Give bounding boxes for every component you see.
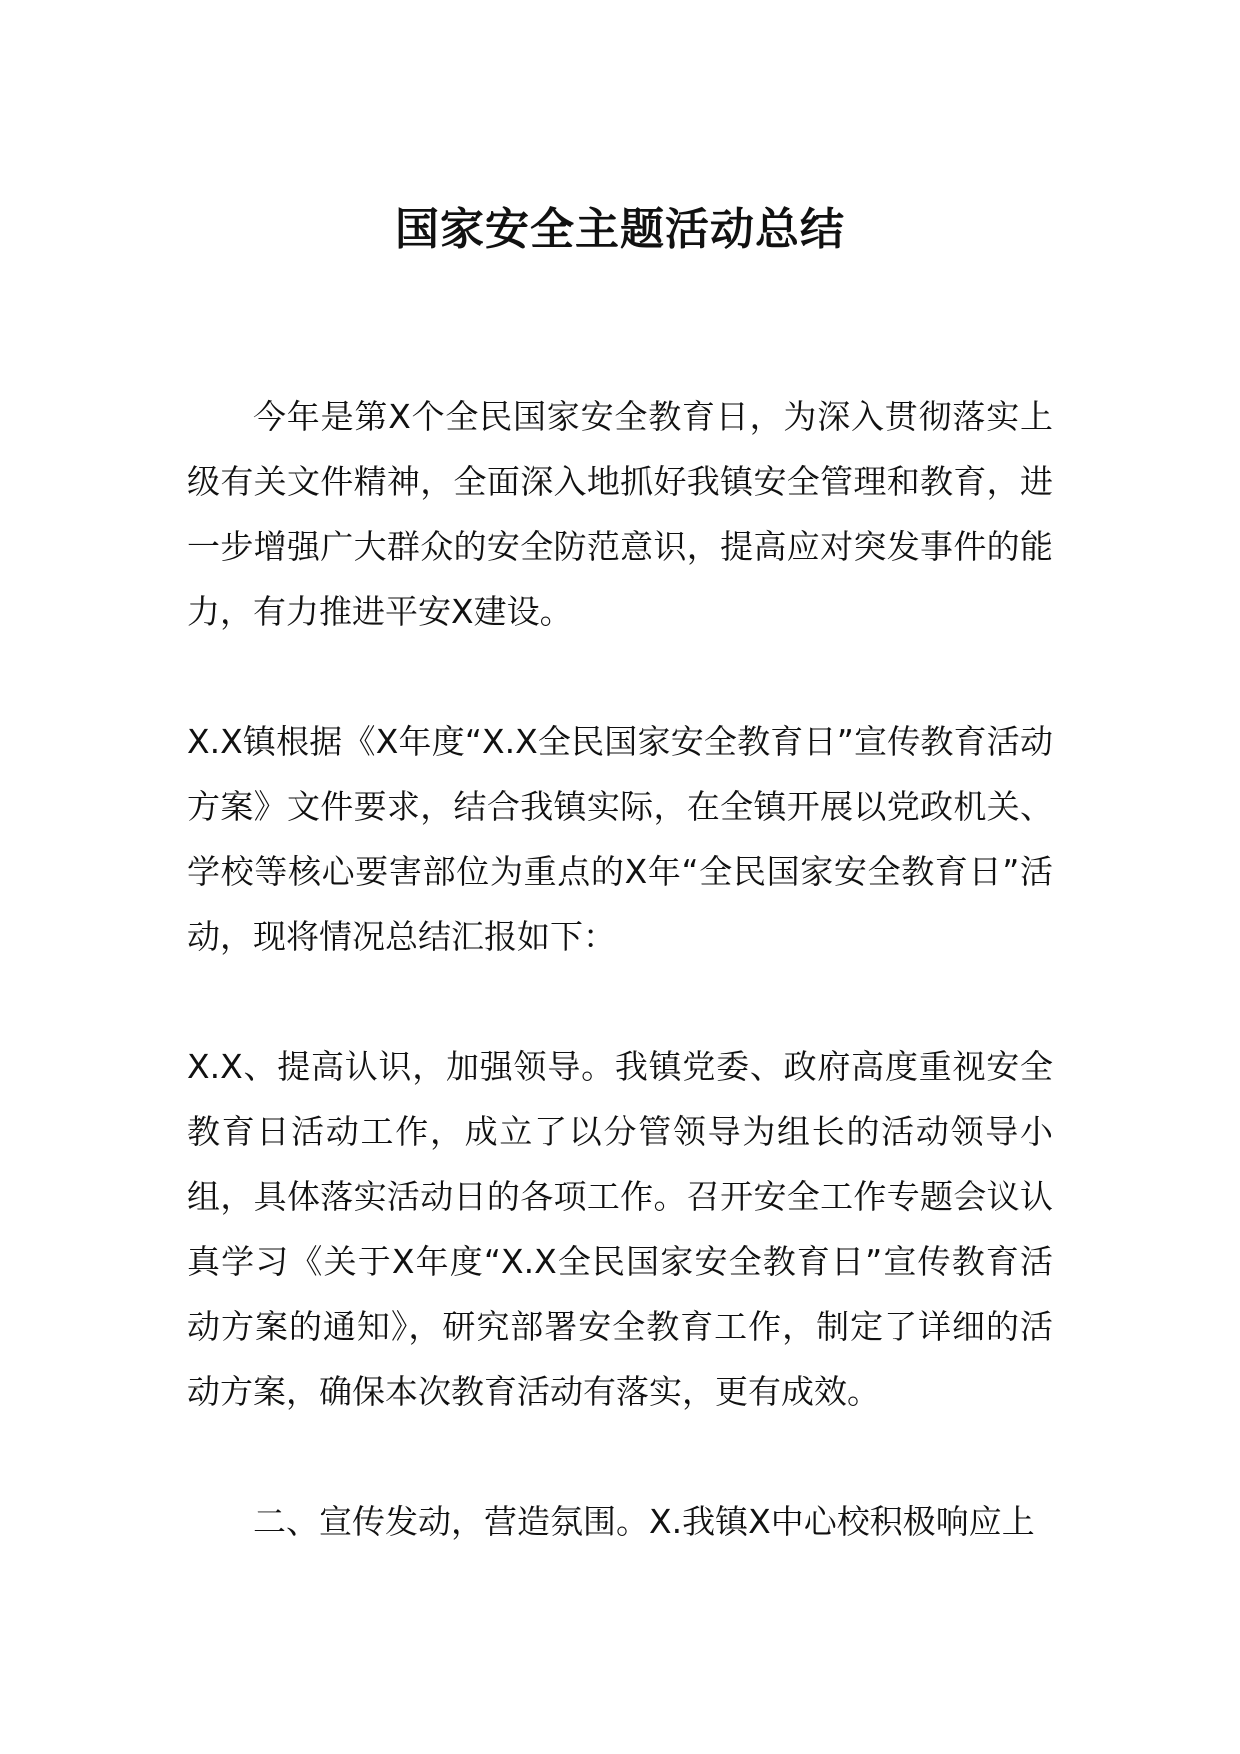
paragraph-section-one: X.X、提高认识，加强领导。我镇党委、政府高度重视安全教育日活动工作，成立了以分管领导为组长的活动领导小组，具体落实活动日的各项工作。召开安全工作专题会议认真学习《关于X年度“X.X全民国家安全教育日”宣传教育活动方案的通知》，研究部署安全教育工作，制定了详细的活动方案，确保本次教育活动有落实，更有成效。: [187, 1047, 1053, 1411]
paragraph-overview: X.X镇根据《X年度“X.X全民国家安全教育日”宣传教育活动方案》文件要求，结合我镇实际，在全镇开展以党政机关、学校等核心要害部位为重点的X年“全民国家安全教育日”活动，现将情况总结汇报如下：: [187, 722, 1053, 956]
document-title: 国家安全主题活动总结: [395, 204, 845, 255]
paragraph-intro: 今年是第X个全民国家安全教育日，为深入贯彻落实上级有关文件精神，全面深入地抓好我镇安全管理和教育，进一步增强广大群众的安全防范意识，提高应对突发事件的能力，有力推进平安X建设。: [187, 397, 1053, 631]
paragraph-section-two: 二、宣传发动，营造氛围。X.我镇X中心校积极响应上: [253, 1502, 1035, 1541]
